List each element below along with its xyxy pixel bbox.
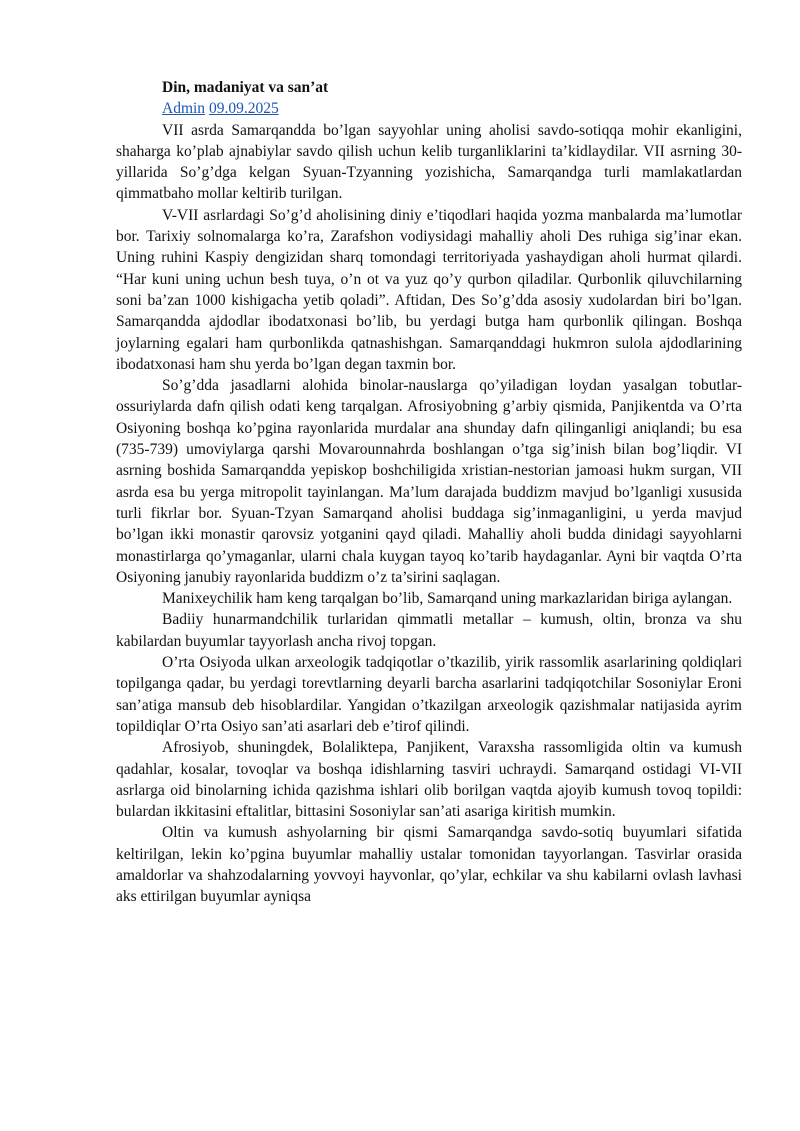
paragraph: Oltin va kumush ashyolarning bir qismi Samarqandga savdo-sotiq buyumlari sifatida keltirilgan, lekin ko’pgina buyumlar mahalliy ustalar tomonidan tayyorlangan. Tasvirlar orasida amaldorlar va shahzodalarning yovvoyi hayvonlar, qo’ylar, echkilar va shu kabilarni ovlash lavhasi aks ettirilgan buyumlar ayniqsa	[116, 824, 742, 906]
paragraph: So’g’dda jasadlarni alohida binolar-nauslarga qo’yiladigan loydan yasalgan tobutlar-ossuriylarda dafn qilish odati keng tarqalgan. Afrosiyobning g’arbiy qismida, Panjikentda va O’rta Osiyoning boshqa ko’pgina rayonlarida murdalar ana shunday dafn qilinganligi aniqlandi; bu esa (735-739) umoviylarga qarshi Movarounnahrda boshlangan o’tga sig’inish bilan bog’liqdir. VI asrning boshida Samarqandda yepiskop boshchiligida xristian-nestorian jamoasi hukm surgan, VII asrda esa bu yerga mitropolit tayinlangan. Ma’lum darajada buddizm mavjud bo’lganligi xususida turli fikrlar bor. Syuan-Tzyan Samarqand aholisi buddaga sig’inmaganligini, u yerda mavjud bo’lgan ikki monastir qarovsiz yotganini qayd qiladi. Mahalliy aholi budda dinidagi sayyohlarni monastirlarga qo’ymaganlar, ularni chala kuygan tayoq ko’tarib haydaganlar. Ayni bir vaqtda O’rta Osiyoning janubiy rayonlarida buddizm o’z ta’sirini saqlagan.	[116, 377, 742, 586]
paragraph: Badiiy hunarmandchilik turlaridan qimmatli metallar – kumush, oltin, bronza va shu kabilardan buyumlar tayyorlash ancha rivoj topgan.	[116, 611, 742, 650]
paragraph: Manixeychilik ham keng tarqalgan bo’lib, Samarqand uning markazlaridan biriga aylangan.	[162, 590, 733, 608]
author-link[interactable]: Admin	[162, 100, 206, 118]
paragraph: Afrosiyob, shuningdek, Bolaliktepa, Panjikent, Varaxsha rassomligida oltin va kumush qadahlar, kosalar, tovoqlar va boshqa idishlarning tasviri uchraydi. Samarqand ostidagi VI-VII asrlarga oid binolarning ichida qazishma ishlari olib borilgan vaqtda ajoyib kumush tovoq topildi: bulardan ikkitasini eftalitlar, bittasini Sosoniylar san’ati asariga kiritish mumkin.	[116, 739, 742, 821]
paragraph: VII asrda Samarqandda bo’lgan sayyohlar uning aholisi savdo-sotiqqa mohir ekanligini, shaharga ko’plab ajnabiylar savdo qilish uchun kelib turganliklarini ta’kidlaydilar. VII asrning 30-yillarida So’g’dga kelgan Syuan-Tzyanning yozishicha, Samarqandga turli mamlakatlardan qimmatbaho mollar keltirib turilgan.	[116, 121, 742, 203]
paragraph: V-VII asrlardagi So’g’d aholisining diniy e’tiqodlari haqida yozma manbalarda ma’lumotlar bor. Tarixiy solnomalarga ko’ra, Zarafshon vodiysidagi mahalliy aholi Des ruhiga sig’inar ekan. Uning ruhini Kaspiy dengizidan sharq tomondagi territoriyada yashaydigan aholi hurmat qilardi. “Har kuni uning uchun besh tuya, o’n ot va yuz qo’y qurbon qiladilar. Qurbonlik qiluvchilarning soni ba’zan 1000 kishigacha yetib qoladi”. Aftidan, Des So’g’dda asosiy xudolardan biri bo’lgan. Samarqandda ajdodlar ibodatxonasi bo’lib, bu yerdagi butga ham qurbonlik qilingan. Boshqa joylarning egalari ham qurbonlikda qatnashishgan. Samarqanddagi hukmron sulola ajdodlarining ibodatxonasi ham shu yerda bo’lgan degan taxmin bor.	[116, 206, 742, 373]
paragraph: O’rta Osiyoda ulkan arxeologik tadqiqotlar o’tkazilib, yirik rassomlik asarlarining qoldiqlari topilganga qadar, bu yerdagi torevtlarning deyarli barcha asarlarini tadqiqotchilar Sosoniylar Eroni san’atiga mansub deb hisoblardilar. Yangidan o’tkazilgan arxeologik qazishmalar natijasida ayrim topildiqlar O’rta Osiyo san’ati asarlari deb e’tirof qilindi.	[116, 654, 742, 735]
date-link[interactable]: 09.09.2025	[208, 100, 279, 118]
article-title: Din, madaniyat va san’at	[162, 79, 329, 96]
article	[116, 77, 742, 908]
article-meta	[116, 98, 742, 119]
